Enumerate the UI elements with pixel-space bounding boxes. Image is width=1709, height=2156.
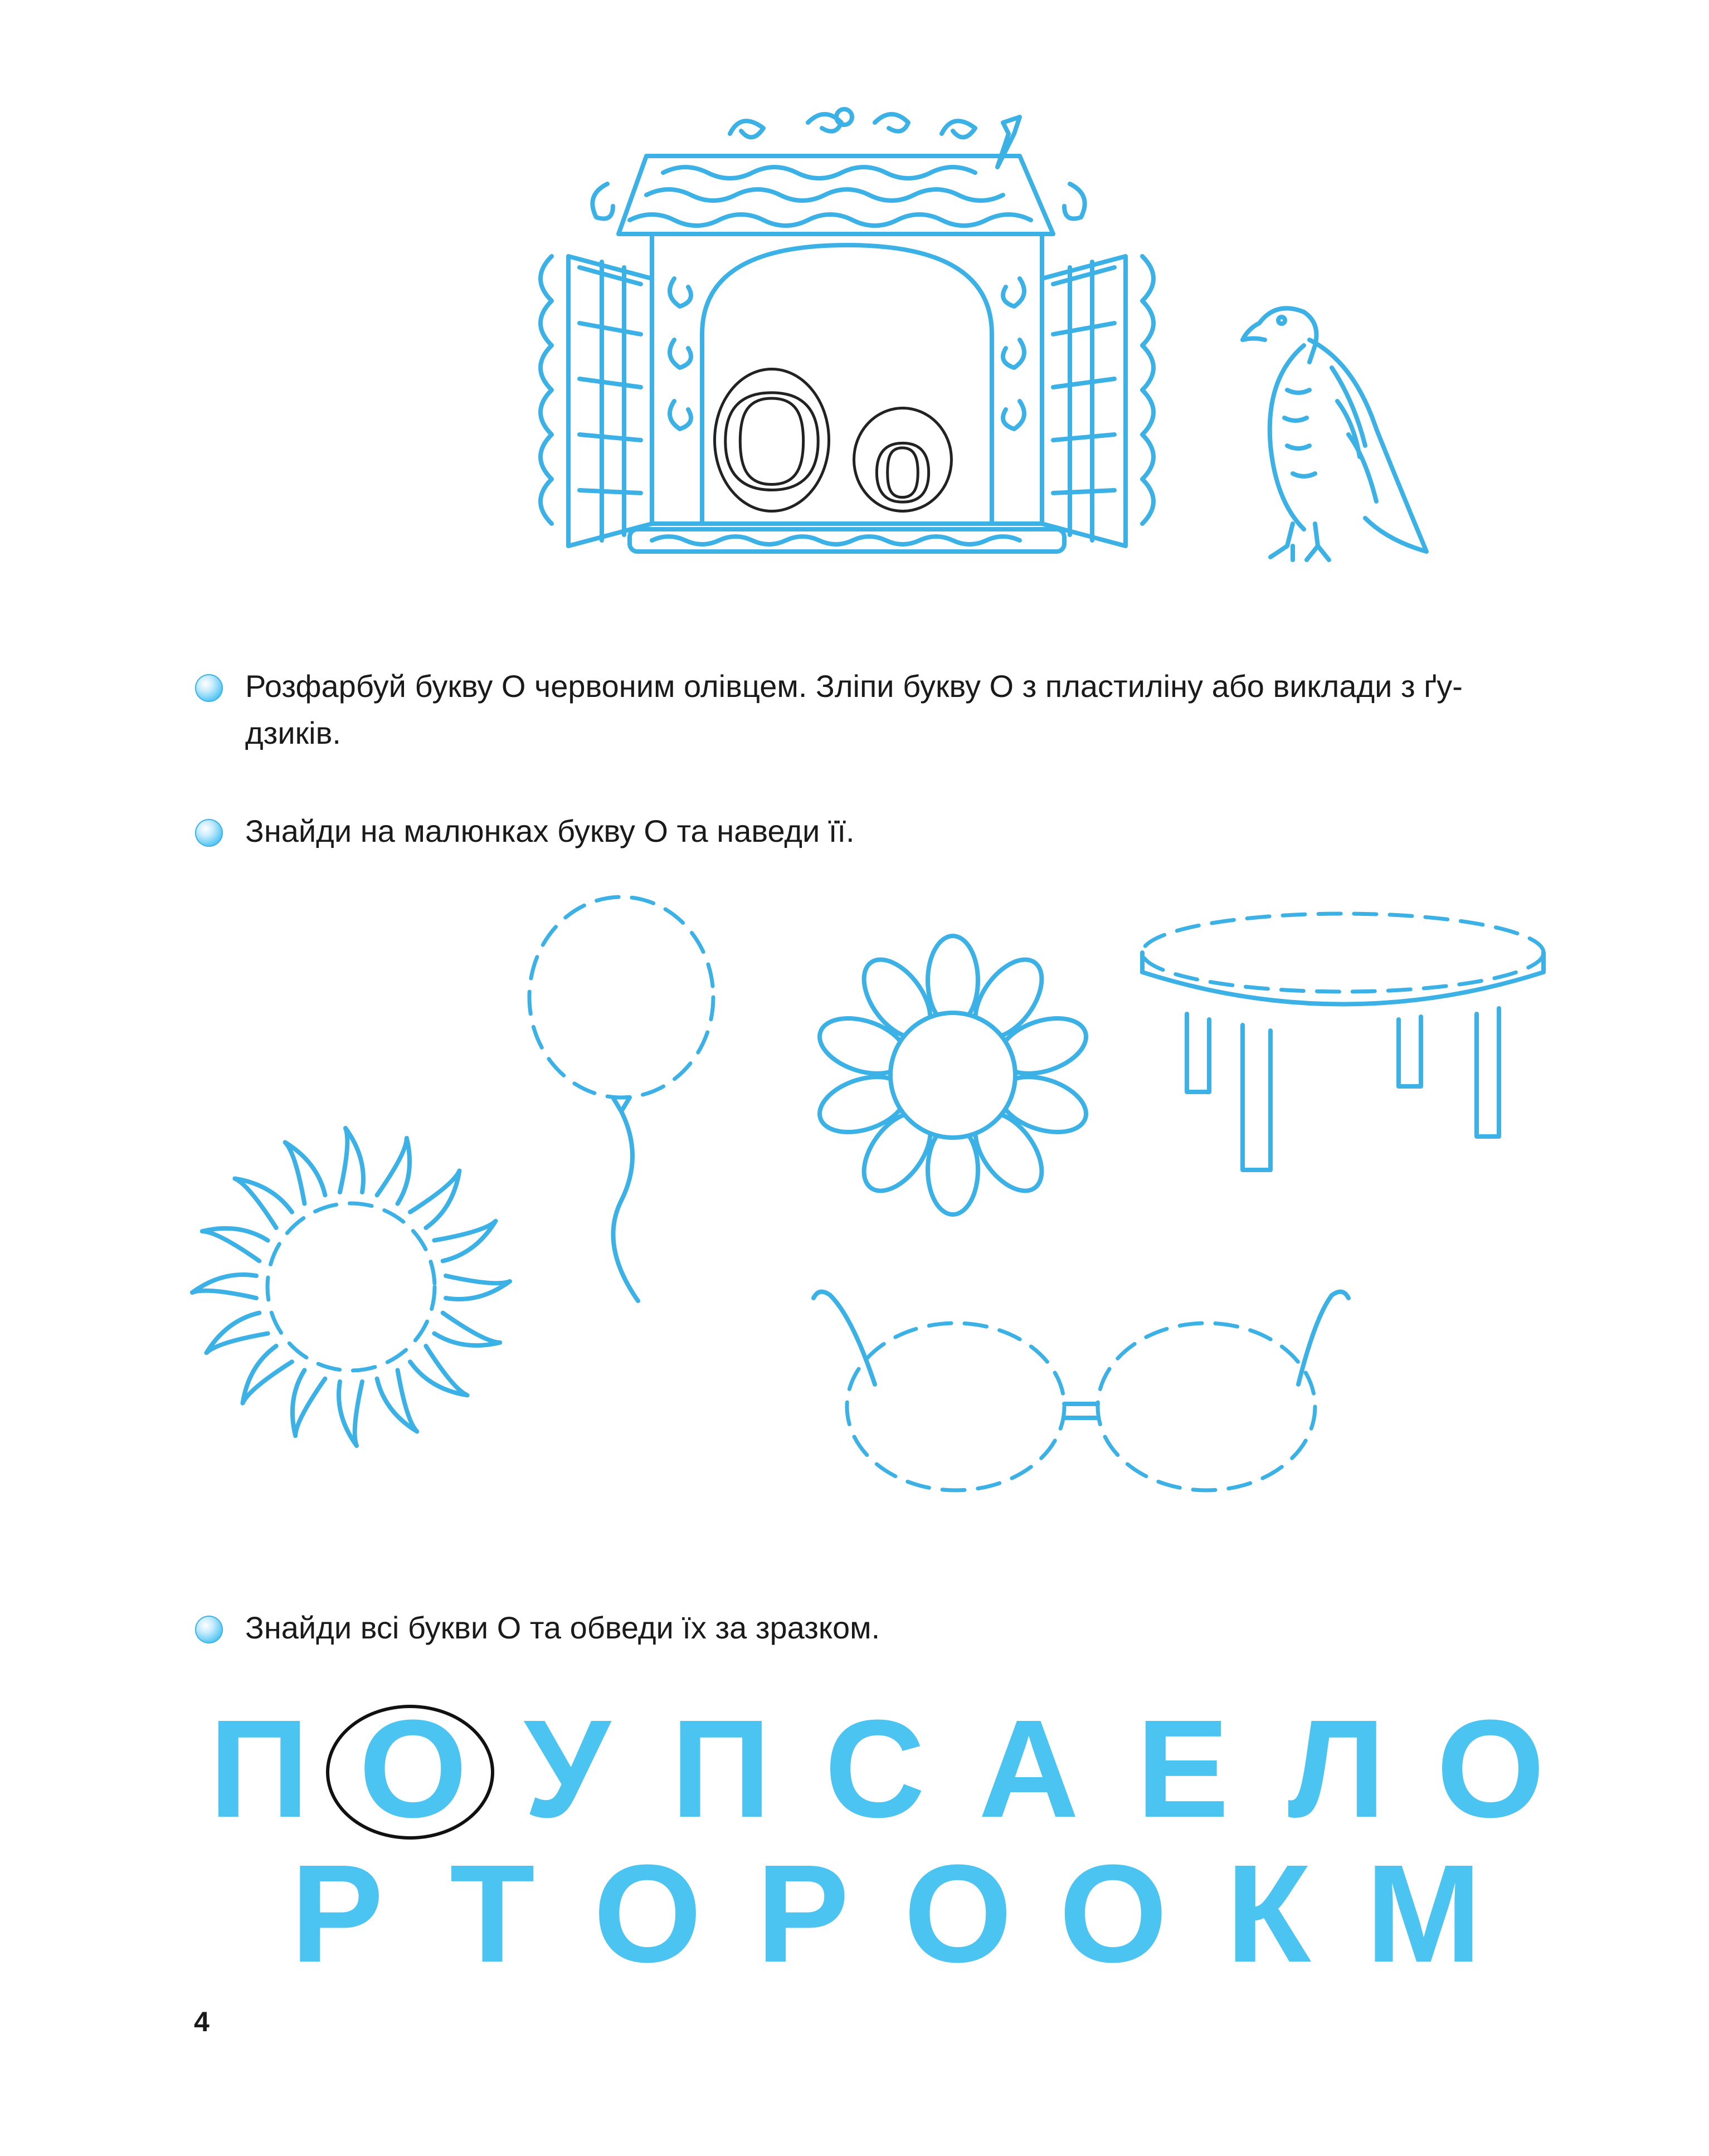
eagle-illustration [1220, 290, 1438, 568]
window-letter-upper[interactable] [713, 360, 830, 520]
instruction-1 [245, 663, 1583, 757]
page-number: 4 [194, 2006, 210, 2037]
window-letter-lower[interactable] [853, 392, 953, 528]
window-letter-lower-text: о [872, 392, 933, 528]
letter-cell[interactable]: Е [1136, 1691, 1229, 1846]
instruction-1-line2: дзиків. [245, 715, 341, 750]
instruction-bullet-1 [195, 674, 223, 702]
letter-cell[interactable]: О [1436, 1691, 1545, 1846]
balloon-illustration[interactable] [524, 897, 719, 1309]
letter-cell[interactable]: С [824, 1691, 926, 1846]
window-house-illustration [518, 100, 1170, 568]
sample-circle [326, 1705, 494, 1840]
letter-cell[interactable]: Т [450, 1836, 535, 1991]
instruction-2-line1: Знайди на малюнках букву О та наведи її. [245, 813, 855, 848]
letter-cell[interactable]: Р [756, 1836, 850, 1991]
letter-cell[interactable]: П [670, 1691, 771, 1846]
letter-cell[interactable]: О [904, 1836, 1012, 1991]
instruction-2 [245, 808, 1583, 855]
instruction-1-line1: Розфарбуй букву О червоним олівцем. Зліпи букву О з пластиліну або виклади з ґу- [245, 669, 1463, 704]
glasses-illustration[interactable] [808, 1287, 1354, 1493]
sun-illustration[interactable] [189, 1125, 513, 1448]
letter-cell[interactable]: О [1059, 1836, 1168, 1991]
instruction-bullet-2 [195, 819, 223, 847]
letter-cell[interactable]: Р [290, 1836, 384, 1991]
table-illustration[interactable] [1137, 908, 1549, 1187]
instruction-3 [245, 1604, 1583, 1651]
letter-cell[interactable]: М [1365, 1836, 1482, 1991]
letter-cell[interactable]: У [523, 1691, 611, 1846]
instruction-3-line1: Знайди всі букви О та обведи їх за зразком. [245, 1610, 880, 1645]
letter-cell[interactable]: Л [1288, 1691, 1386, 1846]
letter-cell[interactable]: А [978, 1691, 1079, 1846]
window-letter-upper-text: О [719, 360, 824, 520]
letter-row-2 [267, 1838, 1493, 1989]
letter-cell[interactable]: П [209, 1691, 309, 1846]
letter-cell-sample-circled[interactable]: О [359, 1691, 468, 1846]
letter-cell[interactable]: О [593, 1836, 702, 1991]
letter-cell[interactable]: К [1226, 1836, 1311, 1991]
flower-illustration[interactable] [819, 942, 1087, 1209]
instruction-bullet-3 [195, 1616, 223, 1643]
